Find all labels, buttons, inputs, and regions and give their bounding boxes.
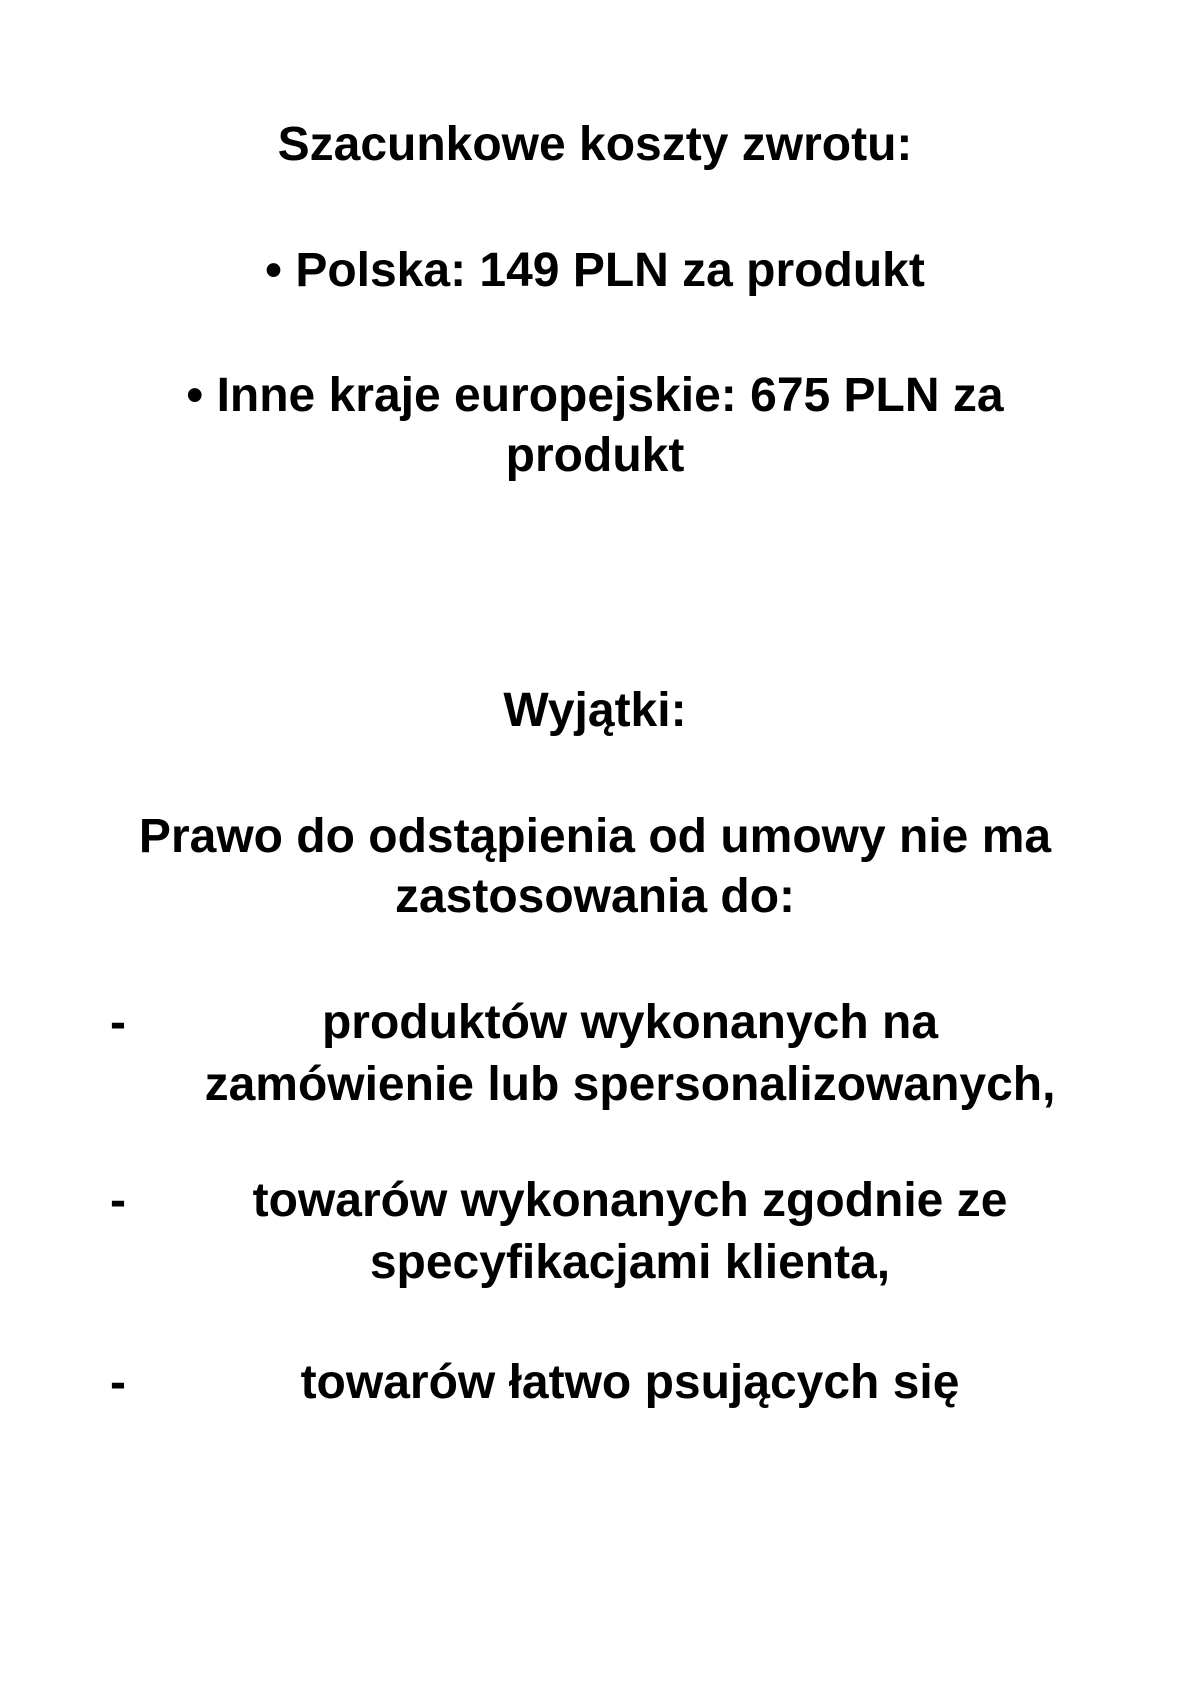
cost-europe-line1: • Inne kraje europejskie: 675 PLN za <box>186 369 1004 422</box>
dash-marker: - <box>110 996 126 1049</box>
dash-marker: - <box>110 1174 126 1227</box>
dash-marker: - <box>110 1356 126 1409</box>
exception-item-line2: specyfikacjami klienta, <box>369 1236 891 1289</box>
exceptions-intro-line1: Prawo do odstąpienia od umowy nie ma <box>138 810 1052 863</box>
cost-poland: • Polska: 149 PLN za produkt <box>265 244 925 297</box>
exception-item-line1: towarów wykonanych zgodnie ze <box>252 1174 1008 1227</box>
cost-europe-line2: produkt <box>505 429 685 482</box>
exception-item-line1: towarów łatwo psujących się <box>300 1356 960 1409</box>
exception-item-line2: zamówienie lub spersonalizowanych, <box>204 1058 1056 1111</box>
costs-heading: Szacunkowe koszty zwrotu: <box>277 118 913 171</box>
exceptions-intro-line2: zastosowania do: <box>394 870 796 923</box>
exception-item-line1: produktów wykonanych na <box>321 996 939 1049</box>
exceptions-heading: Wyjątki: <box>503 684 687 737</box>
